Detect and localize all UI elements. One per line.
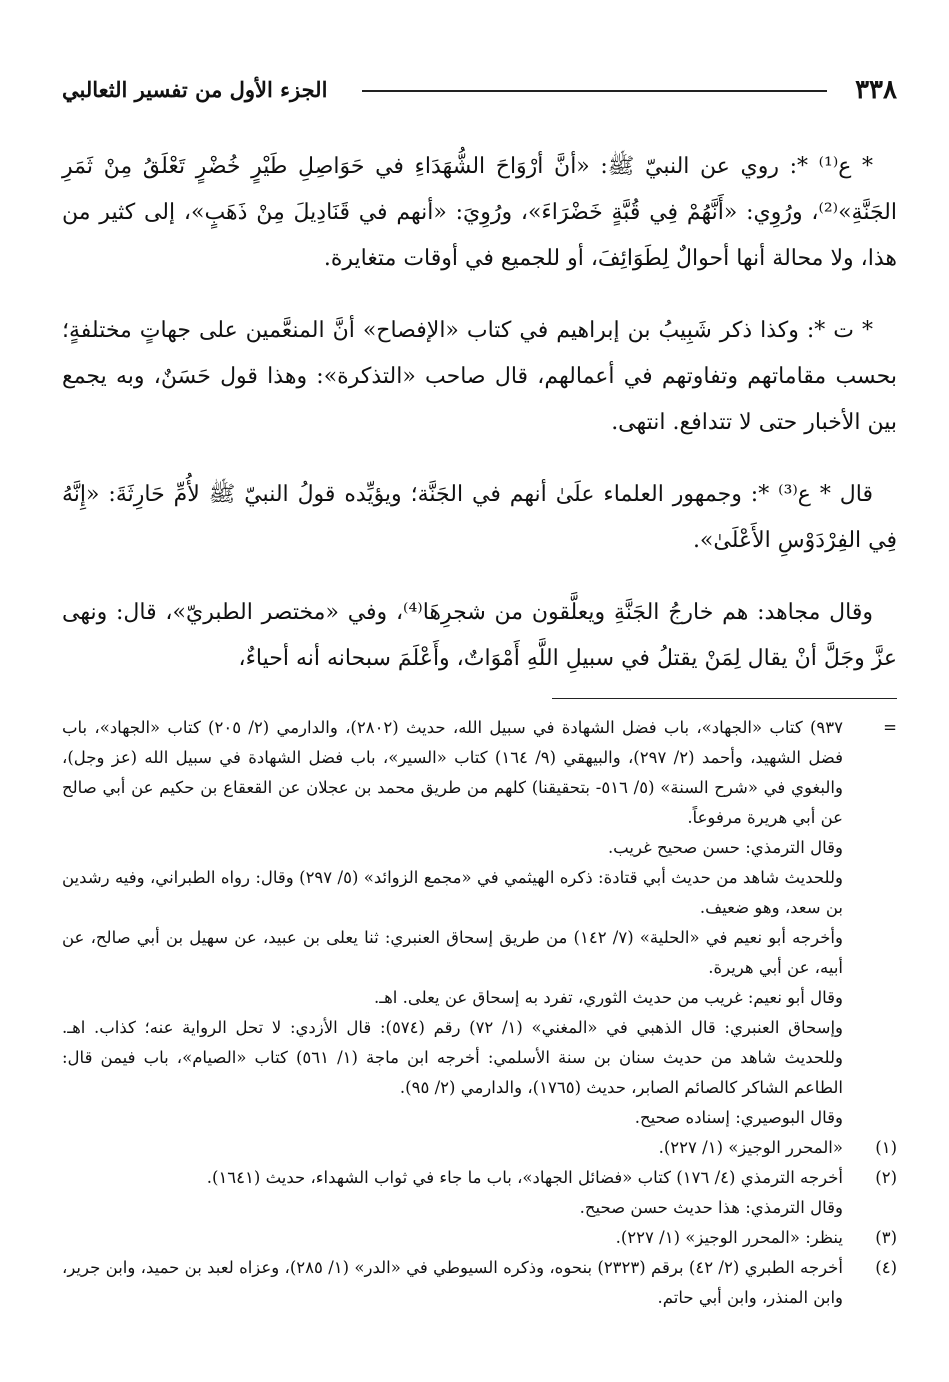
footnote-line: وقال أبو نعيم: غريب من حديث الثوري، تفرد به إسحاق عن يعلى. اهـ. [374, 988, 843, 1007]
footnote-mark: (٤) [875, 1258, 897, 1277]
footnote-4 [62, 1253, 897, 1313]
page [62, 72, 897, 1342]
footnote-line: وقال البوصيري: إسناده صحيح. [634, 1108, 843, 1127]
page-header [62, 72, 897, 112]
footnote-mark: (٣) [875, 1228, 897, 1247]
footnote-divider [552, 698, 897, 699]
paragraph-1: * ع⁽¹⁾ *: روي عن النبيّ ﷺ: «أنَّ أرْوَاحَ الشُّهَدَاءِ في حَوَاصِلِ طَيْرٍ خُضْرٍ تَعْلَقُ مِنْ ثَمَرِ الجَنَّةِ»⁽²⁾، ورُوِي: «أَنَّهُمْ فِي قُبَّةٍ خَضْرَاءَ»، ورُوِيَ: «أنهم في قَنَادِيلَ مِنْ ذَهَبٍ»، إلى كثير من هذا، ولا محالة أنها أحوالٌ لِطَوَائِفَ، أو للجميع في أوقات متغايرة. [62, 154, 897, 271]
footnote-line: وقال الترمذي: حسن صحيح غريب. [607, 838, 843, 857]
footnote-line: وللحديث شاهد من حديث أبي قتادة: ذكره الهيثمي في «مجمع الزوائد» (٥/ ٢٩٧) وقال: رواه الطبراني، وفيه رشدين بن سعد، وهو ضعيف. [62, 868, 844, 917]
footnote-line: وقال الترمذي: هذا حديث حسن صحيح. [579, 1198, 843, 1217]
footnote-line: أخرجه الطبري (٢/ ٤٢) برقم (٢٣٢٣) بنحوه، وذكره السيوطي في «الدر» (١/ ٢٨٥)، وعزاه لعبد بن حميد، وابن جرير، وابن المنذر، وابن أبي حاتم. [62, 1258, 843, 1307]
footnote-line: أخرجه الترمذي (٤/ ١٧٦) كتاب «فضائل الجهاد»، باب ما جاء في ثواب الشهداء، حديث (١٦٤١). [206, 1168, 843, 1187]
header-rule [362, 90, 827, 92]
paragraph-2: * ت *: وكذا ذكر شَبِيبُ بن إبراهيم في كتاب «الإفصاح» أنَّ المنعَّمين على جهاتٍ مختلفةٍ؛ بحسب مقاماتهم وتفاوتهم في أعمالهم، قال صاحب «التذكرة»: وهذا قول حَسَنٌ، وبه يجمع بين الأخبار حتى لا تتدافع. انتهى. [62, 318, 897, 435]
footnote-line: «المحرر الوجيز» (١/ ٢٢٧). [658, 1138, 843, 1157]
footnote-line: ينظر: «المحرر الوجيز» (١/ ٢٢٧). [615, 1228, 843, 1247]
footnote-1 [62, 1133, 897, 1163]
paragraph-3: قال * ع⁽³⁾ *: وجمهور العلماء علَىٰ أنهم في الجَنَّة؛ ويؤيِّده قولُ النبيّ ﷺ لأُمِّ حَارِثَةَ: «إِنَّهُ فِي الفِرْدَوْسِ الأَعْلَىٰ». [62, 482, 897, 553]
footnote-line: ٩٣٧) كتاب «الجهاد»، باب فضل الشهادة في سبيل الله، حديث (٢٨٠٢)، والدارمي (٢/ ٢٠٥) كتاب «الجهاد»، باب فضل الشهيد، وأحمد (٢/ ٢٩٧)، والبيهقي (٩/ ١٦٤) كتاب «السير»، باب فضل الشهادة في سبيل الله (عز وجل)، والبغوي في «شرح السنة» (٥/ ٥١٦- بتحقيقنا) كلهم من طريق محمد بن عجلان عن القعقاع بن حكيم عن أبي صالح عن أبي هريرة مرفوعاً. [62, 718, 844, 827]
footnotes [62, 713, 897, 1313]
paragraph-4: وقال مجاهد: هم خارجُ الجَنَّةِ ويعلَّقون من شجرِهَا⁽⁴⁾، وفي «مختصر الطبريّ»، قال: ونهى عزَّ وجَلَّ أنْ يقال لِمَنْ يقتلُ في سبيلِ اللَّهِ أَمْوَاتٌ، وأَعْلَمَ سبحانه أنه أحياءٌ، [62, 600, 897, 671]
footnote-continuation [62, 713, 897, 1133]
footnote-mark: (٢) [875, 1168, 897, 1187]
footnote-mark: (١) [875, 1138, 897, 1157]
footnote-3 [62, 1223, 897, 1253]
footnote-2 [62, 1163, 897, 1223]
main-text [62, 144, 897, 682]
footnote-line: وأخرجه أبو نعيم في «الحلية» (٧/ ١٤٢) من طريق إسحاق العنبري: ثنا يعلى بن عبيد، عن سهيل بن أبي صالح، عن أبيه، عن أبي هريرة. [62, 928, 843, 977]
running-title: الجزء الأول من تفسير الثعالبي [62, 72, 339, 108]
page-number: ٣٣٨ [843, 72, 897, 108]
continuation-mark: = [883, 718, 897, 737]
footnote-line: وإسحاق العنبري: قال الذهبي في «المغني» (١/ ٧٢) رقم (٥٧٤): قال الأزدي: لا تحل الرواية عنه؛ كذاب. اهـ. وللحديث شاهد من حديث سنان بن سنة الأسلمي: أخرجه ابن ماجة (١/ ٥٦١) كتاب «الصيام»، باب فيمن قال: الطاعم الشاكر كالصائم الصابر، حديث (١٧٦٥)، والدارمي (٢/ ٩٥). [62, 1018, 844, 1097]
